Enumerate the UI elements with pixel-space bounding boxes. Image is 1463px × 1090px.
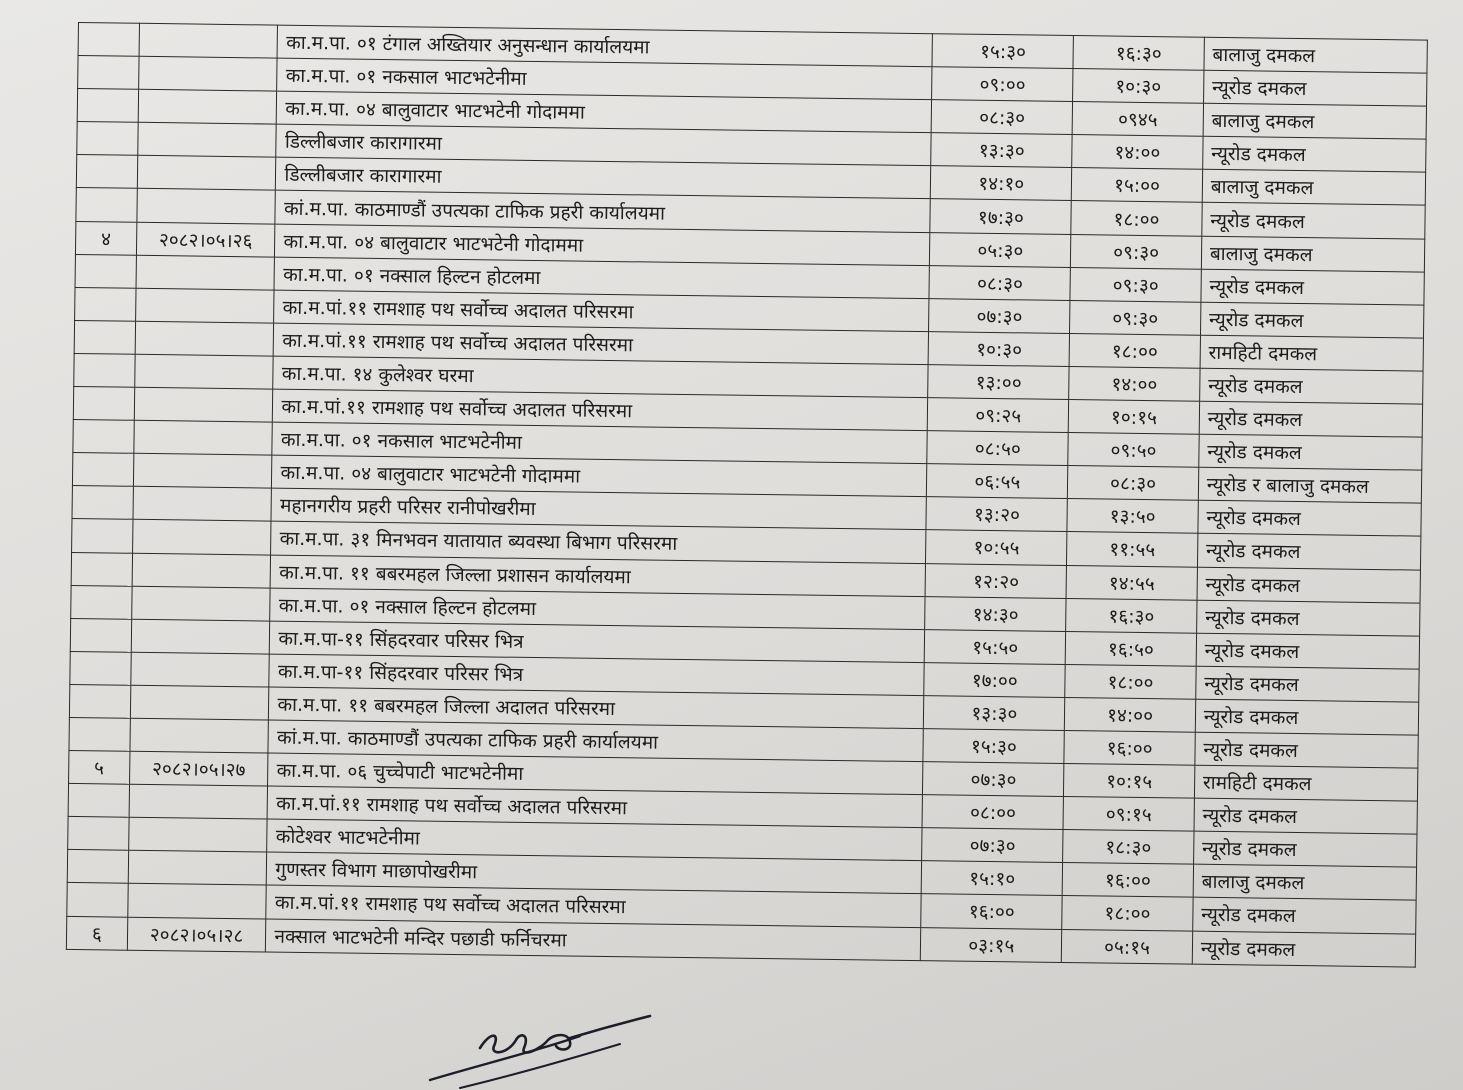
end-time-cell: ०९:३० xyxy=(1071,234,1202,269)
date-cell xyxy=(129,784,268,819)
signature-icon xyxy=(420,1010,660,1090)
fire-team-cell: न्यूरोड दमकल xyxy=(1195,732,1419,768)
end-time-cell: ११:५५ xyxy=(1067,532,1198,567)
fire-team-cell: बालाजु दमकल xyxy=(1204,37,1428,73)
fire-team-cell: न्यूरोड दमकल xyxy=(1199,434,1423,470)
fire-team-cell: रामहिटी दमकल xyxy=(1200,335,1424,371)
end-time-cell: १६:०० xyxy=(1064,730,1195,765)
start-time-cell: ०७:३० xyxy=(922,828,1063,863)
location-cell: का.म.पा. ०१ नकसाल भाटभटेनीमा xyxy=(272,422,927,464)
location-cell: का.म.पा. ०१ नक्साल हिल्टन होटलमा xyxy=(270,588,925,630)
fire-team-cell: न्यूरोड दमकल xyxy=(1200,302,1424,338)
serial-number-cell xyxy=(78,56,139,90)
end-time-cell: १८:३० xyxy=(1063,830,1194,865)
date-cell xyxy=(138,89,277,124)
serial-number-cell xyxy=(76,155,137,189)
date-cell xyxy=(131,586,270,621)
date-cell xyxy=(134,387,273,422)
fire-team-cell: न्यूरोड दमकल xyxy=(1194,798,1418,834)
end-time-cell: १४:०० xyxy=(1069,366,1200,401)
end-time-cell: ०८:३० xyxy=(1068,466,1199,501)
serial-number-cell xyxy=(67,883,128,917)
end-time-cell: ०९४५ xyxy=(1072,102,1203,137)
end-time-cell: १८:०० xyxy=(1062,896,1193,931)
serial-number-cell: ४ xyxy=(75,221,136,255)
date-cell: २०८२।०५।२६ xyxy=(136,222,275,257)
date-cell xyxy=(135,321,274,356)
start-time-cell: १६:०० xyxy=(921,894,1062,929)
start-time-cell: १७:३० xyxy=(930,199,1071,234)
serial-number-cell xyxy=(75,287,136,321)
location-cell: का.म.पां.११ रामशाह पथ सर्वोच्च अदालत परिसरमा xyxy=(273,389,928,431)
table-body xyxy=(66,23,1427,967)
start-time-cell: १४:३० xyxy=(925,596,1066,631)
serial-number-cell xyxy=(74,320,135,354)
end-time-cell: १०:१५ xyxy=(1064,764,1195,799)
end-time-cell: १६:३० xyxy=(1073,36,1204,71)
end-time-cell: ०५:१५ xyxy=(1062,929,1193,964)
fire-team-cell: बालाजु दमकल xyxy=(1203,103,1427,139)
start-time-cell: ०८:५० xyxy=(927,431,1068,466)
fire-team-cell: न्यूरोड दमकल xyxy=(1199,401,1423,437)
fire-team-cell: न्यूरोड दमकल xyxy=(1197,567,1421,603)
date-cell xyxy=(138,56,277,91)
fire-team-cell: न्यूरोड दमकल xyxy=(1193,898,1417,934)
serial-number-cell xyxy=(78,23,139,57)
date-cell xyxy=(139,23,278,58)
end-time-cell: १६:०० xyxy=(1062,863,1193,898)
fire-team-cell: न्यूरोड दमकल xyxy=(1196,666,1420,702)
start-time-cell: १०:५५ xyxy=(926,530,1067,565)
start-time-cell: ०७:३० xyxy=(923,762,1064,797)
date-cell: २०८२।०५।२७ xyxy=(129,751,268,786)
serial-number-cell xyxy=(67,850,128,884)
end-time-cell: १८:०० xyxy=(1069,333,1200,368)
serial-number-cell: ६ xyxy=(66,916,127,950)
date-cell xyxy=(137,189,276,224)
location-cell: नक्साल भाटभटेनी मन्दिर पछाडी फर्निचरमा xyxy=(266,919,921,961)
date-cell xyxy=(128,817,267,852)
fire-team-cell: न्यूरोड दमकल xyxy=(1201,269,1425,305)
end-time-cell: १०:३० xyxy=(1073,69,1204,104)
start-time-cell: १३:३० xyxy=(924,696,1065,731)
date-cell xyxy=(136,255,275,290)
date-cell xyxy=(128,851,267,886)
date-cell xyxy=(131,619,270,654)
end-time-cell: १०:१५ xyxy=(1068,400,1199,435)
location-cell: का.म.पा. ०१ नक्साल हिल्टन होटलमा xyxy=(274,257,929,299)
end-time-cell: १६:५० xyxy=(1065,631,1196,666)
location-cell: महानगरीय प्रहरी परिसर रानीपोखरीमा xyxy=(271,488,926,530)
end-time-cell: १८:०० xyxy=(1071,201,1202,236)
location-cell: कां.म.पा. काठमाण्डौं उपत्यका टाफिक प्रहरी कार्यालयमा xyxy=(275,191,930,233)
start-time-cell: १२:२० xyxy=(925,563,1066,598)
serial-number-cell xyxy=(72,486,133,520)
date-cell xyxy=(137,123,276,158)
start-time-cell: ०७:३० xyxy=(929,298,1070,333)
start-time-cell: १५:३० xyxy=(932,34,1073,69)
date-cell: २०८२।०५।२८ xyxy=(127,917,266,952)
start-time-cell: १५:५० xyxy=(925,629,1066,664)
start-time-cell: १३:०० xyxy=(928,365,1069,400)
serial-number-cell xyxy=(73,420,134,454)
date-cell xyxy=(133,487,272,522)
serial-number-cell xyxy=(69,717,130,751)
start-time-cell: ०९:२५ xyxy=(928,398,1069,433)
serial-number-cell xyxy=(70,651,131,685)
location-cell: कोटेश्वर भाटभटेनीमा xyxy=(267,819,922,861)
location-cell: का.म.पा. ०४ बालुवाटार भाटभटेनी गोदाममा xyxy=(275,224,930,266)
date-cell xyxy=(130,718,269,753)
serial-number-cell xyxy=(71,585,132,619)
location-cell: डिल्लीबजार कारागारमा xyxy=(276,157,931,199)
serial-number-cell xyxy=(76,188,137,222)
start-time-cell: ०३:१५ xyxy=(921,927,1062,962)
serial-number-cell: ५ xyxy=(69,751,130,785)
location-cell: का.म.पां.११ रामशाह पथ सर्वोच्च अदालत परिसरमा xyxy=(268,786,923,828)
start-time-cell: ०६:५५ xyxy=(927,464,1068,499)
fire-team-cell: न्यूरोड दमकल xyxy=(1198,501,1422,537)
location-cell: का.म.पा. ०६ चुच्चेपाटी भाटभटेनीमा xyxy=(268,753,923,795)
end-time-cell: १५:०० xyxy=(1072,168,1203,203)
date-cell xyxy=(134,354,273,389)
location-cell: का.म.पा. ०१ टंगाल अख्तियार अनुसन्धान कार्यालयमा xyxy=(277,25,932,67)
serial-number-cell xyxy=(72,453,133,487)
start-time-cell: १३:३० xyxy=(931,133,1072,168)
end-time-cell: ०९:३० xyxy=(1070,300,1201,335)
serial-number-cell xyxy=(71,552,132,586)
start-time-cell: ०८:३० xyxy=(932,100,1073,135)
end-time-cell: १४:०० xyxy=(1072,135,1203,170)
fire-team-cell: न्यूरोड दमकल xyxy=(1196,633,1420,669)
location-cell: कां.म.पा. काठमाण्डौं उपत्यका टाफिक प्रहरी कार्यालयमा xyxy=(268,720,923,762)
date-cell xyxy=(135,288,274,323)
fire-team-cell: न्यूरोड दमकल xyxy=(1199,368,1423,404)
location-cell: का.म.पा-११ सिंहदरवार परिसर भित्र xyxy=(270,621,925,663)
location-cell: का.म.पा. ११ बबरमहल जिल्ला अदालत परिसरमा xyxy=(269,687,924,729)
start-time-cell: १०:३० xyxy=(928,332,1069,367)
location-cell: डिल्लीबजार कारागारमा xyxy=(276,124,931,166)
location-cell: का.म.पां.११ रामशाह पथ सर्वोच्च अदालत परिसरमा xyxy=(266,885,921,927)
date-cell xyxy=(127,884,266,919)
end-time-cell: ०९:३० xyxy=(1070,267,1201,302)
date-cell xyxy=(130,685,269,720)
location-cell: का.म.पा. ०४ बालुवाटार भाटभटेनी गोदाममा xyxy=(272,455,927,497)
start-time-cell: ०८:३० xyxy=(929,265,1070,300)
fire-team-cell: न्यूरोड दमकल xyxy=(1193,831,1417,867)
start-time-cell: ०८:०० xyxy=(922,795,1063,830)
date-cell xyxy=(134,420,273,455)
end-time-cell: १६:३० xyxy=(1066,598,1197,633)
fire-team-cell: न्यूरोड दमकल xyxy=(1196,600,1420,636)
location-cell: का.म.पा. ३१ मिनभवन यातायात ब्यवस्था बिभाग परिसरमा xyxy=(271,521,926,563)
fire-team-cell: न्यूरोड दमकल xyxy=(1202,203,1426,239)
schedule-table xyxy=(66,22,1428,967)
location-cell: का.म.पा. ०१ नकसाल भाटभटेनीमा xyxy=(277,58,932,100)
location-cell: का.म.पा-११ सिंहदरवार परिसर भित्र xyxy=(269,654,924,696)
end-time-cell: ०९:५० xyxy=(1068,433,1199,468)
serial-number-cell xyxy=(68,817,129,851)
end-time-cell: १८:०० xyxy=(1065,664,1196,699)
end-time-cell: ०९:१५ xyxy=(1063,797,1194,832)
date-cell xyxy=(132,553,271,588)
serial-number-cell xyxy=(72,519,133,553)
serial-number-cell xyxy=(77,122,138,156)
start-time-cell: १३:२० xyxy=(926,497,1067,532)
location-cell: का.म.पां.११ रामशाह पथ सर्वोच्च अदालत परिसरमा xyxy=(274,290,929,332)
fire-team-cell: बालाजु दमकल xyxy=(1201,236,1425,272)
start-time-cell: १५:३० xyxy=(923,729,1064,764)
fire-team-cell: न्यूरोड दमकल xyxy=(1195,699,1419,735)
fire-team-cell: न्यूरोड दमकल xyxy=(1192,931,1416,967)
date-cell xyxy=(130,652,269,687)
serial-number-cell xyxy=(70,618,131,652)
location-cell: का.म.पां.११ रामशाह पथ सर्वोच्च अदालत परिसरमा xyxy=(274,323,929,365)
fire-team-cell: बालाजु दमकल xyxy=(1193,865,1417,901)
location-cell: का.म.पा. ०४ बालुवाटार भाटभटेनी गोदाममा xyxy=(277,91,932,133)
serial-number-cell xyxy=(68,784,129,818)
start-time-cell: १७:०० xyxy=(924,662,1065,697)
serial-number-cell xyxy=(73,387,134,421)
serial-number-cell xyxy=(74,353,135,387)
fire-team-cell: न्यूरोड दमकल xyxy=(1197,534,1421,570)
start-time-cell: ०९:०० xyxy=(932,67,1073,102)
fire-team-cell: न्यूरोड दमकल xyxy=(1203,70,1427,106)
date-cell xyxy=(132,520,271,555)
date-cell xyxy=(137,156,276,191)
fire-team-cell: बालाजु दमकल xyxy=(1202,170,1426,206)
end-time-cell: १४:०० xyxy=(1065,697,1196,732)
start-time-cell: १४:१० xyxy=(931,166,1072,201)
end-time-cell: १४:५५ xyxy=(1066,565,1197,600)
fire-team-cell: रामहिटी दमकल xyxy=(1194,765,1418,801)
start-time-cell: ०५:३० xyxy=(930,232,1071,267)
start-time-cell: १५:१० xyxy=(922,861,1063,896)
location-cell: का.म.पा. ११ बबरमहल जिल्ला प्रशासन कार्यालयमा xyxy=(271,555,926,597)
serial-number-cell xyxy=(75,254,136,288)
location-cell: का.म.पा. १४ कुलेश्वर घरमा xyxy=(273,356,928,398)
serial-number-cell xyxy=(77,89,138,123)
fire-team-cell: न्यूरोड र बालाजु दमकल xyxy=(1198,467,1422,503)
fire-team-cell: न्यूरोड दमकल xyxy=(1203,137,1427,173)
end-time-cell: १३:५० xyxy=(1067,499,1198,534)
serial-number-cell xyxy=(69,684,130,718)
location-cell: गुणस्तर विभाग माछापोखरीमा xyxy=(267,852,922,894)
date-cell xyxy=(133,453,272,488)
